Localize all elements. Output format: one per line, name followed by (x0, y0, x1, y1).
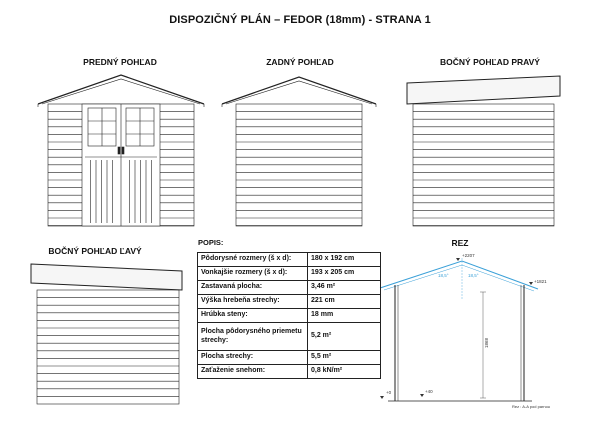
spec-key: Výška hrebeňa strechy: (198, 295, 308, 309)
section-view (380, 258, 538, 401)
section-view-label: REZ (451, 238, 469, 248)
spec-key: Plocha strechy: (198, 351, 308, 365)
left-roof (31, 264, 182, 290)
section-note: Rez : A-A pod parnou (512, 404, 551, 409)
spec-key: Hrúbka steny: (198, 309, 308, 323)
front-view-label: PREDNÝ POHĽAD (83, 57, 157, 67)
table-row (198, 267, 381, 281)
left-wall (37, 290, 179, 404)
right-view-label: BOČNÝ POHĽAD PRAVÝ (440, 57, 540, 67)
left-view (31, 264, 182, 404)
spec-value: 18 mm (308, 309, 381, 323)
right-roof (407, 76, 560, 104)
spec-value: 3,46 m² (308, 281, 381, 295)
back-view-label: ZADNÝ POHĽAD (266, 57, 334, 67)
table-row (198, 281, 381, 295)
spec-key: Plocha pôdorysného priemetu strechy: (198, 323, 308, 351)
spec-key: Zastavaná plocha: (198, 281, 308, 295)
table-row (198, 253, 381, 267)
popis-label: POPIS: (198, 238, 224, 247)
table-row (198, 365, 381, 379)
spec-value: 193 x 205 cm (308, 267, 381, 281)
spec-value: 5,5 m² (308, 351, 381, 365)
spec-value: 180 x 192 cm (308, 253, 381, 267)
front-door-handle (118, 147, 120, 154)
back-view (222, 77, 376, 226)
table-row (198, 351, 381, 365)
section-angle-left: 18,5° (438, 273, 449, 278)
page-title: DISPOZIČNÝ PLÁN – FEDOR (18mm) - STRANA 1 (169, 14, 431, 26)
front-view (38, 75, 204, 226)
table-row (198, 309, 381, 323)
spec-table (197, 252, 381, 379)
table-row (198, 323, 381, 351)
section-height-dimension: 1868 (484, 338, 489, 349)
section-ridge-level: +2207 (462, 253, 475, 258)
spec-value: 5,2 m² (308, 323, 381, 351)
section-base-level: +40 (425, 389, 433, 394)
right-view (407, 76, 560, 226)
section-floor-level: +0 (386, 390, 392, 395)
section-angle-right: 18,5° (468, 273, 479, 278)
front-roof (38, 75, 204, 104)
left-view-label: BOČNÝ POHĽAD ĽAVÝ (48, 246, 142, 256)
table-row (198, 295, 381, 309)
section-roof (380, 261, 538, 289)
spec-key: Vonkajšie rozmery (š x d): (198, 267, 308, 281)
spec-value: 221 cm (308, 295, 381, 309)
spec-key: Pôdorysné rozmery (š x d): (198, 253, 308, 267)
spec-value: 0,8 kN/m² (308, 365, 381, 379)
section-eave-level: +1821 (534, 279, 547, 284)
spec-key: Zaťaženie snehom: (198, 365, 308, 379)
